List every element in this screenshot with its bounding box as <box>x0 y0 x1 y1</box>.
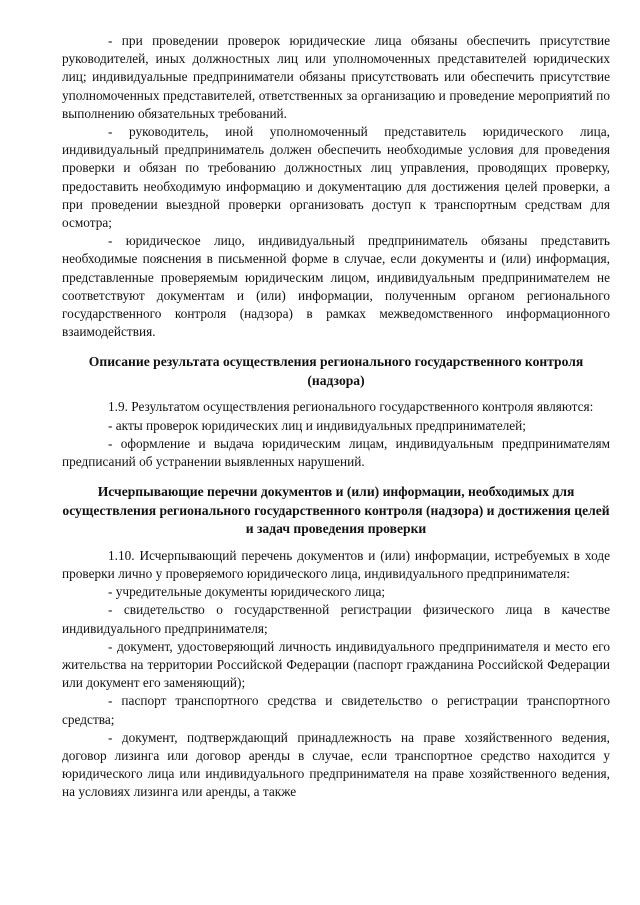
list-item: - свидетельство о государственной регистрации физического лица в качестве индивидуального предпринимателя; <box>62 602 610 636</box>
spacer <box>62 341 610 353</box>
paragraph: - руководитель, иной уполномоченный представитель юридического лица, индивидуальный предприниматель должен обеспечить необходимые условия для проведения проверки и обязан по требованию должностных лиц управления, проводящих проверку, предоставить необходимую информацию и документацию для достижения целей проверки, а при проведении выездной проверки организовать доступ к транспортным средствам для осмотра; <box>62 124 610 231</box>
document-page <box>62 32 610 802</box>
list-item: - документ, подтверждающий принадлежность на праве хозяйственного ведения, договор лизинга или договор аренды в случае, если транспортное средство находится у юридического лица или индивидуального предпринимателя на праве хозяйственного ведения, на условиях лизинга или аренды, а также <box>62 729 610 800</box>
paragraph: 1.9. Результатом осуществления регионального государственного контроля являются: <box>108 399 594 415</box>
paragraph: - при проведении проверок юридические лица обязаны обеспечить присутствие руководителей, иных должностных лиц или уполномоченных представителей юридических лиц; индивидуальные предприниматели обязаны присутствовать или обеспечить присутствие уполномоченных представителей, ответственных за организацию и проведение мероприятий по выполнению обязательных требований. <box>62 33 610 121</box>
list-item: - паспорт транспортного средства и свидетельство о регистрации транспортного средства; <box>62 693 610 727</box>
section-heading: Исчерпывающие перечни документов и (или) информации, необходимых для осуществления регионального государственного контроля (надзора) и достижения целей и задач проведения проверки <box>62 484 610 537</box>
spacer <box>62 539 610 547</box>
list-item: - оформление и выдача юридическим лицам, индивидуальным предпринимателям предписаний об устранении выявленных нарушений. <box>62 435 610 470</box>
spacer <box>62 390 610 398</box>
list-item: - учредительные документы юридического лица; <box>108 584 386 600</box>
paragraph: 1.10. Исчерпывающий перечень документов и (или) информации, истребуемых в ходе проверки лично у проверяемого юридического лица, индивидуального предпринимателя: <box>62 547 610 581</box>
paragraph: - юридическое лицо, индивидуальный предприниматель обязаны представить необходимые пояснения в письменной форме в случае, если документы и (или) информация, представленные проверяемым юридическим лицом, индивидуальным предпринимателем не соответствуют документам и (или) информации, полученным органом регионального государственного контроля (надзора) в рамках межведомственного информационного взаимодействия. <box>62 233 610 340</box>
section-heading: Описание результата осуществления регионального государственного контроля (надзора) <box>88 354 584 388</box>
spacer <box>62 471 610 483</box>
list-item: - документ, удостоверяющий личность индивидуального предпринимателя и место его жительства на территории Российской Федерации (паспорт гражданина Российской Федерации или документ его заменяющий); <box>62 638 610 691</box>
list-item: - акты проверок юридических лиц и индивидуальных предпринимателей; <box>108 417 526 433</box>
